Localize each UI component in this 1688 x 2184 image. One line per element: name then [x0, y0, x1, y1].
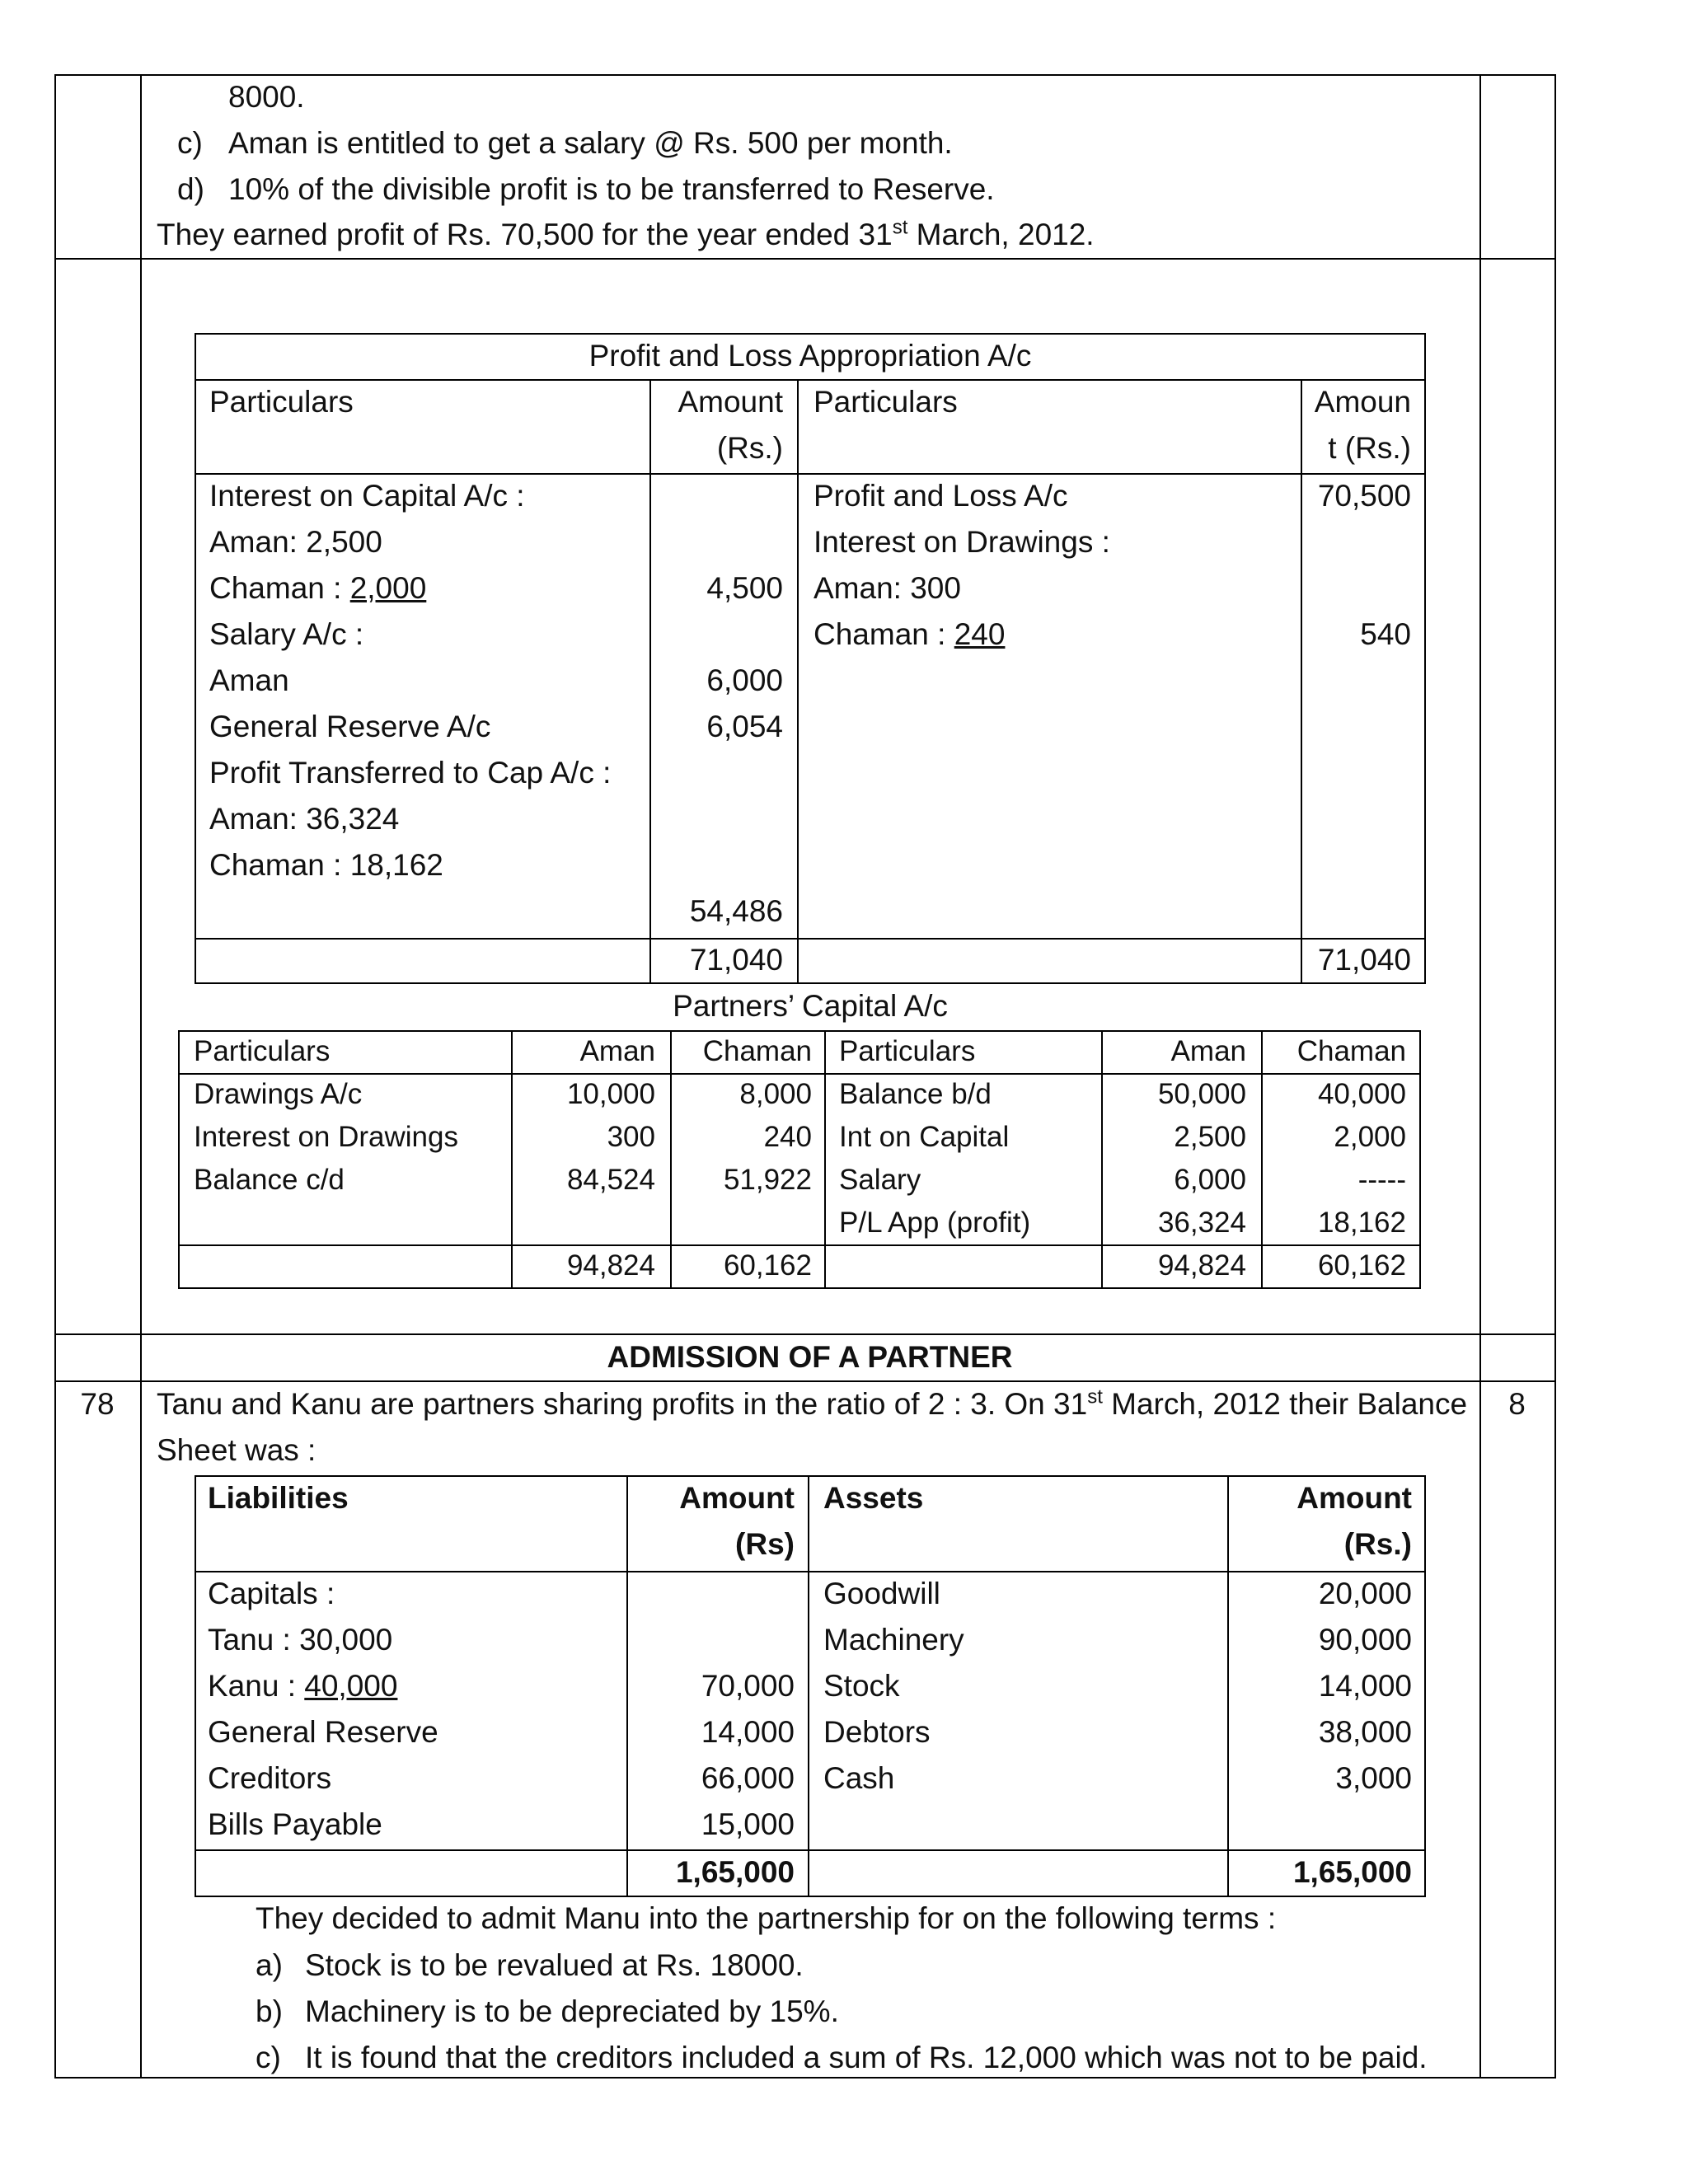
pl-total-debit: 71,040: [689, 943, 783, 977]
bs-asset-amount: 14,000: [1318, 1669, 1412, 1703]
question-number: 78: [80, 1387, 115, 1421]
capital-cell: 18,162: [1317, 1207, 1406, 1239]
bs-liability: Bills Payable: [208, 1807, 382, 1841]
capital-total: 94,824: [566, 1249, 655, 1282]
capital-header: Particulars: [194, 1035, 331, 1067]
item-marker: c): [177, 126, 203, 160]
bs-liability-amount: 14,000: [701, 1715, 795, 1749]
pl-credit-amount: 540: [1360, 617, 1411, 651]
bs-asset: Goodwill: [823, 1577, 940, 1610]
bs-liability: Creditors: [208, 1761, 332, 1795]
pl-title: Profit and Loss Appropriation A/c: [588, 339, 1032, 373]
bs-asset: Cash: [823, 1761, 895, 1795]
bs-header: Liabilities: [208, 1481, 349, 1515]
pl-debit-item: Chaman : 18,162: [209, 848, 443, 882]
pl-credit-item: Aman: 300: [814, 571, 961, 605]
pl-credit-amount: 70,500: [1317, 479, 1411, 513]
question-intro: Tanu and Kanu are partners sharing profits in the ratio of 2 : 3. On 31st March, 2012 their Balance: [157, 1385, 1468, 1421]
bs-total-liabilities: 1,65,000: [675, 1855, 795, 1889]
capital-header: Chaman: [1296, 1035, 1406, 1067]
capital-header: Aman: [579, 1035, 655, 1067]
bs-liability-amount: 15,000: [701, 1807, 795, 1841]
question-marks: 8: [1508, 1387, 1526, 1421]
pl-debit-amount: 54,486: [689, 894, 783, 928]
condition-salary: Aman is entitled to get a salary @ Rs. 500 per month.: [228, 126, 953, 160]
pl-debit-item: Chaman : 2,000: [209, 571, 427, 605]
capital-cell: -----: [1357, 1164, 1406, 1196]
capital-cell: 40,000: [1317, 1078, 1406, 1110]
bs-asset-amount: 90,000: [1318, 1623, 1412, 1657]
bs-header: Amount: [1296, 1481, 1412, 1515]
term-item: It is found that the creditors included a sum of Rs. 12,000 which was not to be paid.: [305, 2041, 1428, 2074]
column-header: Particulars: [814, 385, 958, 419]
pl-debit-amount: 6,000: [706, 663, 783, 697]
capital-cell: Int on Capital: [839, 1121, 1010, 1153]
capital-cell: P/L App (profit): [839, 1207, 1031, 1239]
capital-cell: 2,000: [1334, 1121, 1406, 1153]
pl-debit-item: General Reserve A/c: [209, 710, 491, 743]
capital-cell: Balance b/d: [839, 1078, 992, 1110]
terms-intro: They decided to admit Manu into the partnership for on the following terms :: [256, 1901, 1277, 1935]
bs-asset-amount: 20,000: [1318, 1577, 1412, 1610]
column-header: Amount: [678, 385, 783, 419]
bs-liability-amount: 66,000: [701, 1761, 795, 1795]
pl-debit-amount: 6,054: [706, 710, 783, 743]
term-marker: a): [256, 1948, 283, 1982]
bs-asset: Stock: [823, 1669, 900, 1703]
capital-cell: Balance c/d: [194, 1164, 345, 1196]
pl-debit-item: Interest on Capital A/c :: [209, 479, 525, 513]
bs-liability: Tanu : 30,000: [208, 1623, 393, 1657]
bs-asset: Machinery: [823, 1623, 964, 1657]
bs-liability: Capitals :: [208, 1577, 335, 1610]
bs-asset: Debtors: [823, 1715, 931, 1749]
bs-liability-amount: 70,000: [701, 1669, 795, 1703]
term-marker: b): [256, 1994, 283, 2028]
bs-header: Amount: [679, 1481, 795, 1515]
capital-cell: Drawings A/c: [194, 1078, 363, 1110]
continued-value: 8000.: [228, 80, 305, 114]
term-marker: c): [256, 2041, 281, 2074]
bs-total-assets: 1,65,000: [1292, 1855, 1412, 1889]
capital-cell: 240: [763, 1121, 812, 1153]
pl-debit-item: Salary A/c :: [209, 617, 364, 651]
column-header: Particulars: [209, 385, 354, 419]
capital-total: 94,824: [1157, 1249, 1246, 1282]
column-header: Amoun: [1314, 385, 1411, 419]
capital-header: Aman: [1170, 1035, 1246, 1067]
term-item: Machinery is to be depreciated by 15%.: [305, 1994, 839, 2028]
pl-debit-item: Aman: 2,500: [209, 525, 382, 559]
capital-cell: 10,000: [566, 1078, 655, 1110]
condition-reserve: 10% of the divisible profit is to be transferred to Reserve.: [228, 172, 995, 206]
capital-cell: 51,922: [723, 1164, 812, 1196]
pl-debit-item: Profit Transferred to Cap A/c :: [209, 756, 612, 790]
bs-header: (Rs): [735, 1527, 795, 1561]
section-heading: ADMISSION OF A PARTNER: [607, 1340, 1013, 1374]
capital-cell: 300: [607, 1121, 655, 1153]
capital-cell: 36,324: [1157, 1207, 1246, 1239]
bs-liability: General Reserve: [208, 1715, 438, 1749]
capital-header: Particulars: [839, 1035, 976, 1067]
capital-cell: 2,500: [1174, 1121, 1246, 1153]
capital-cell: 8,000: [739, 1078, 812, 1110]
capital-cell: 84,524: [566, 1164, 655, 1196]
column-header: (Rs.): [716, 431, 783, 465]
bs-asset-amount: 3,000: [1335, 1761, 1412, 1795]
pl-credit-item: Profit and Loss A/c: [814, 479, 1068, 513]
capital-total: 60,162: [1317, 1249, 1406, 1282]
question-intro-cont: Sheet was :: [157, 1433, 316, 1467]
capital-title: Partners’ Capital A/c: [673, 989, 948, 1023]
capital-cell: 50,000: [1157, 1078, 1246, 1110]
capital-cell: Interest on Drawings: [194, 1121, 458, 1153]
capital-cell: 6,000: [1174, 1164, 1246, 1196]
bs-asset-amount: 38,000: [1318, 1715, 1412, 1749]
capital-total: 60,162: [723, 1249, 812, 1282]
pl-debit-amount: 4,500: [706, 571, 783, 605]
capital-cell: Salary: [839, 1164, 921, 1196]
bs-header: Assets: [823, 1481, 924, 1515]
item-marker: d): [177, 172, 204, 206]
pl-debit-item: Aman: [209, 663, 289, 697]
bs-liability: Kanu : 40,000: [208, 1669, 398, 1703]
pl-total-credit: 71,040: [1317, 943, 1411, 977]
term-item: Stock is to be revalued at Rs. 18000.: [305, 1948, 804, 1982]
pl-debit-item: Aman: 36,324: [209, 802, 400, 836]
profit-statement: They earned profit of Rs. 70,500 for the year ended 31st March, 2012.: [157, 216, 1095, 251]
column-header: t (Rs.): [1328, 431, 1411, 465]
bs-header: (Rs.): [1343, 1527, 1412, 1561]
pl-credit-item: Chaman : 240: [814, 617, 1006, 651]
capital-header: Chaman: [702, 1035, 812, 1067]
pl-credit-item: Interest on Drawings :: [814, 525, 1110, 559]
